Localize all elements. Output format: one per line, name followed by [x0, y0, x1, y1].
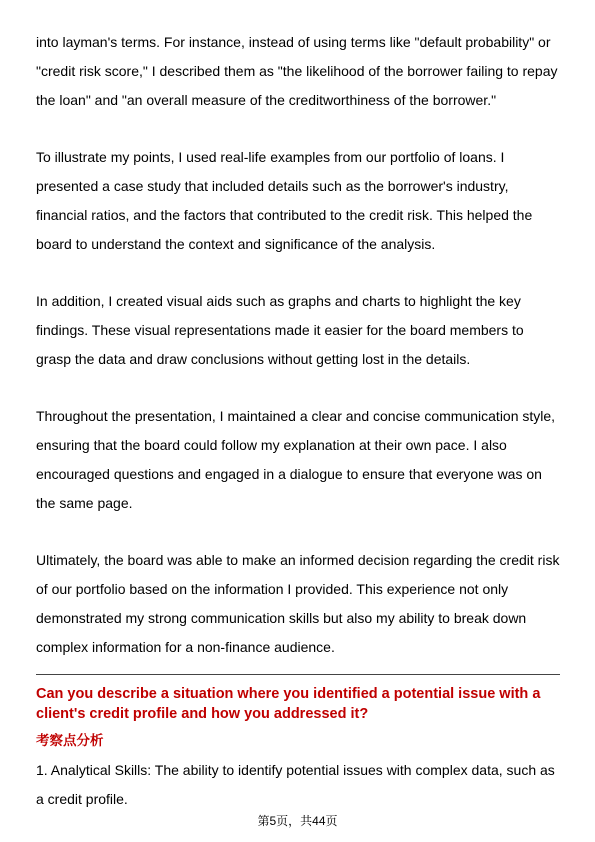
- page-number-footer: 第5页，共44页: [257, 814, 338, 828]
- answer-paragraph-1: into layman's terms. For instance, instead of using terms like "default probability" or "credit risk score," I described them as "the likelihood of the borrower failing to repay the loan" and "an overall measure of the creditworthiness of the borrower.": [36, 34, 558, 108]
- analysis-section-label: 考察点分析: [36, 733, 104, 748]
- list-item: 1. Analytical Skills: The ability to identify potential issues with complex data, such as a credit profile.: [36, 762, 555, 807]
- question-heading: Can you describe a situation where you identified a potential issue with a client's credit profile and how you addressed it?: [36, 686, 541, 722]
- section-divider: [36, 674, 560, 675]
- page-content: [36, 28, 560, 814]
- answer-paragraph-2: To illustrate my points, I used real-life examples from our portfolio of loans. I presented a case study that included details such as the borrower's industry, financial ratios, and the factors that contributed to the credit risk. This helped the board to understand the context and significance of the analysis.: [36, 149, 533, 252]
- answer-paragraph-4: Throughout the presentation, I maintained a clear and concise communication style, ensuring that the board could follow my explanation at their own pace. I also encouraged questions and engaged in a dialogue to ensure that everyone was on the same page.: [36, 408, 556, 511]
- answer-paragraph-5: Ultimately, the board was able to make an informed decision regarding the credit risk of our portfolio based on the information I provided. This experience not only demonstrated my strong communication skills but also my ability to break down complex information for a non-finance audience.: [36, 552, 560, 655]
- answer-paragraph-3: In addition, I created visual aids such as graphs and charts to highlight the key findings. These visual representations made it easier for the board members to grasp the data and draw conclusions without getting lost in the details.: [36, 293, 524, 367]
